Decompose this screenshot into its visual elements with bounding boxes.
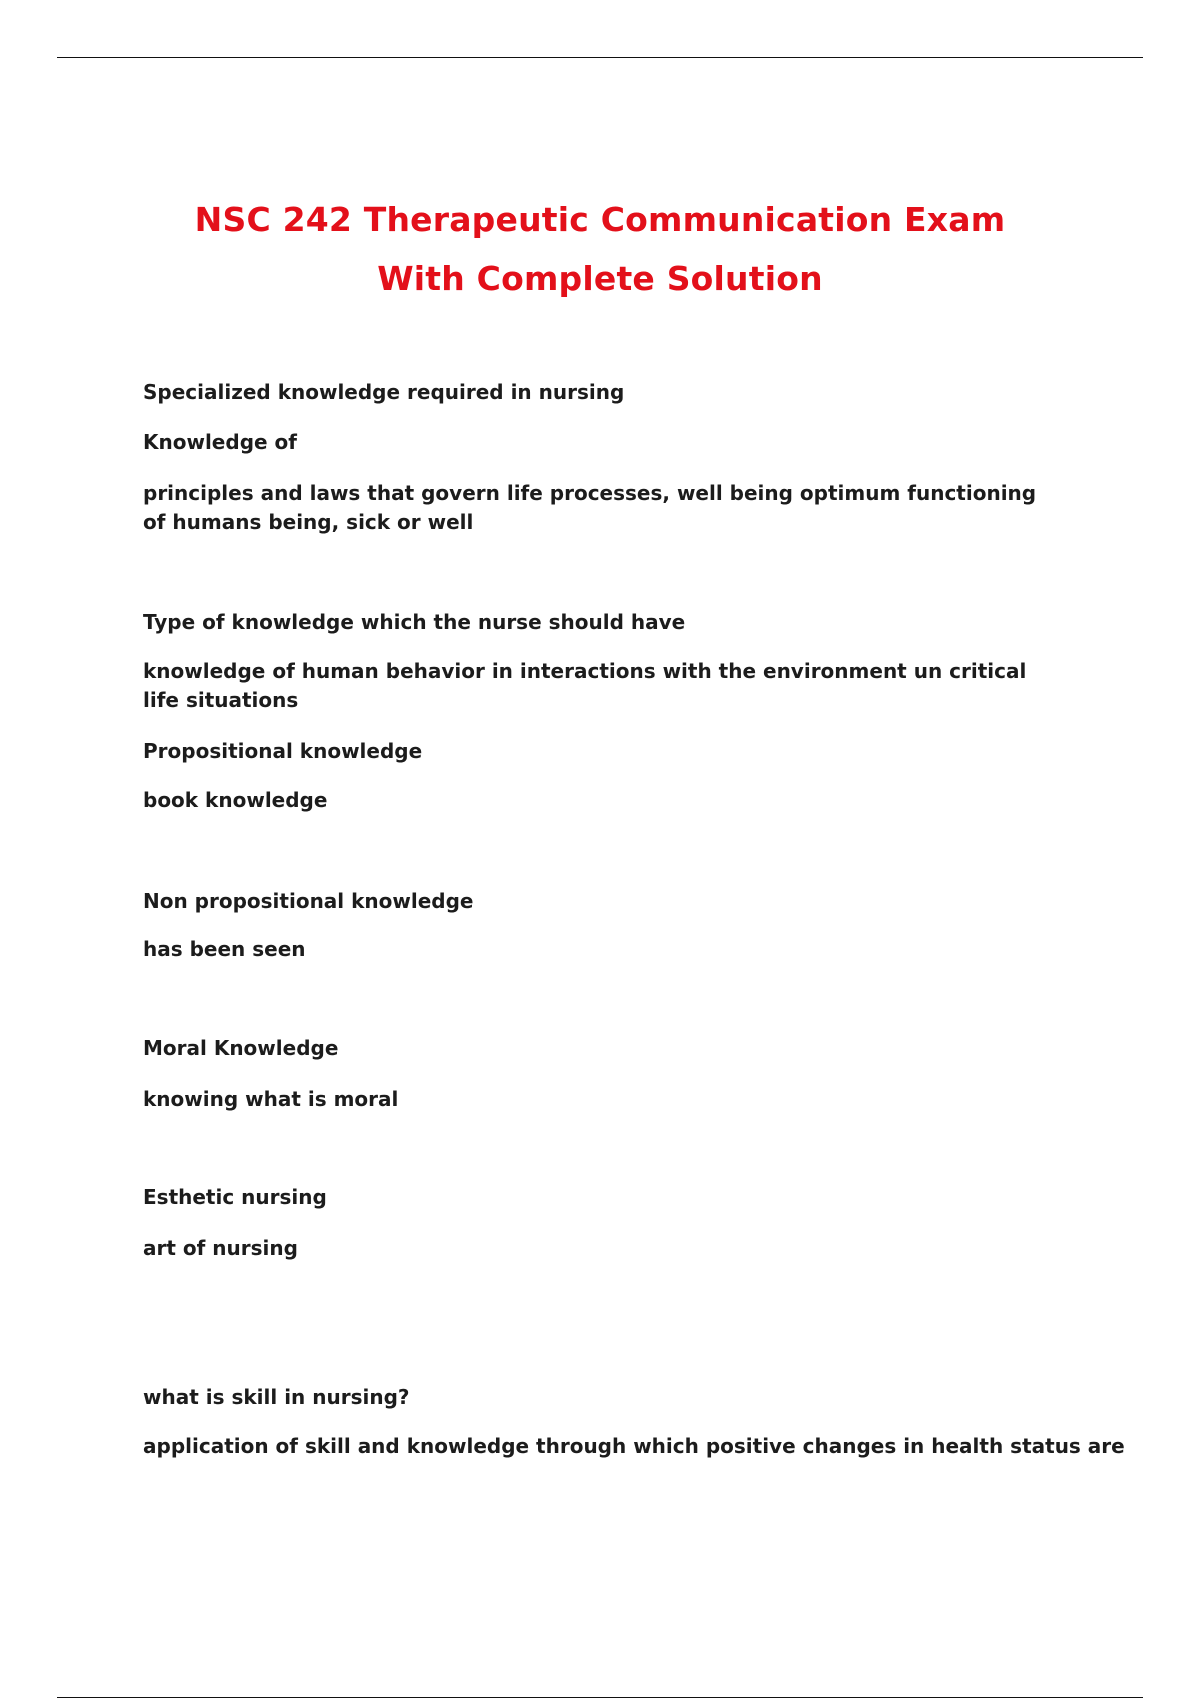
question-text: Non propositional knowledge bbox=[143, 889, 474, 913]
question-text: Propositional knowledge bbox=[143, 739, 423, 763]
answer-text: book knowledge bbox=[143, 788, 328, 812]
question-text: Moral Knowledge bbox=[143, 1036, 339, 1060]
answer-text: application of skill and knowledge through which positive changes in health status are bbox=[143, 1434, 1125, 1458]
answer-text: knowing what is moral bbox=[143, 1087, 399, 1111]
answer-text: art of nursing bbox=[143, 1236, 298, 1260]
answer-text-continued: principles and laws that govern life processes, well being optimum functioning of humans being, sick or well bbox=[143, 481, 1037, 534]
title-line-1: NSC 242 Therapeutic Communication Exam bbox=[194, 200, 1006, 239]
question-text: what is skill in nursing? bbox=[143, 1385, 410, 1409]
answer-text: knowledge of human behavior in interactions with the environment un critical life situations bbox=[143, 659, 1027, 712]
question-text: Type of knowledge which the nurse should have bbox=[143, 610, 686, 634]
page-title bbox=[0, 190, 1200, 308]
bottom-rule bbox=[57, 1697, 1143, 1698]
question-text: Specialized knowledge required in nursing bbox=[143, 380, 625, 404]
question-text: Esthetic nursing bbox=[143, 1185, 327, 1209]
answer-text: Knowledge of bbox=[143, 430, 297, 454]
title-line-2: With Complete Solution bbox=[377, 259, 823, 298]
answer-text: has been seen bbox=[143, 937, 306, 961]
top-rule bbox=[57, 57, 1143, 58]
